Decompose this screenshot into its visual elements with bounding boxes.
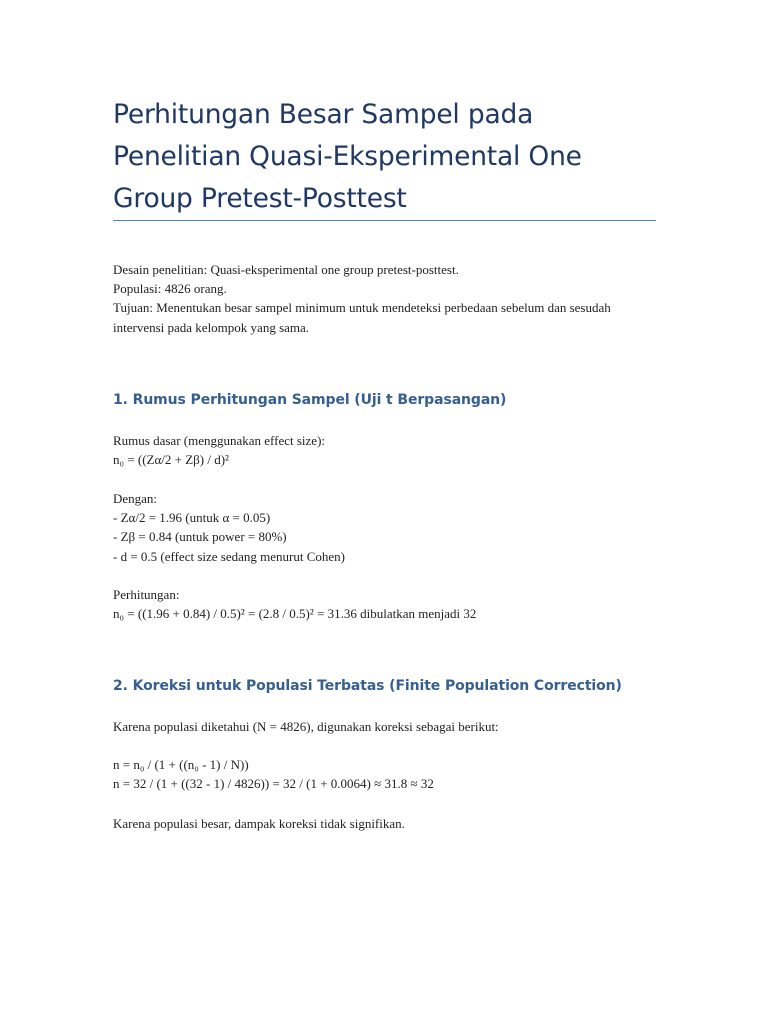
params-label: Dengan: [113,491,158,506]
param-z-beta: - Zβ = 0.84 (untuk power = 80%) [113,529,287,545]
section1-calc-block [113,585,656,623]
calc-result: n₀ = ((1.96 + 0.84) / 0.5)² = (2.8 / 0.5)² = 31.36 dibulatkan menjadi 32 [113,606,477,622]
document-title: Perhitungan Besar Sampel pada Penelitian Quasi-Eksperimental One Group Pretest-Posttest [113,99,582,214]
intro-population: Populasi: 4826 orang. [113,281,227,297]
param-effect-size: - d = 0.5 (effect size sedang menurut Cohen) [113,548,345,564]
section2-intro: Karena populasi diketahui (N = 4826), digunakan koreksi sebagai berikut: [113,719,499,734]
fpc-calc: n = 32 / (1 + ((32 - 1) / 4826)) = 32 / (1 + 0.0064) ≈ 31.8 ≈ 32 [113,776,434,792]
formula-intro: Rumus dasar (menggunakan effect size): [113,433,326,448]
section2-heading: 2. Koreksi untuk Populasi Terbatas (Finite Population Correction) [113,678,622,694]
param-z-alpha: - Zα/2 = 1.96 (untuk α = 0.05) [113,510,271,526]
section1-formula-block [113,431,656,469]
calc-label: Perhitungan: [113,587,180,602]
intro-goal: Tujuan: Menentukan besar sampel minimum untuk mendeteksi perbedaan sebelum dan sesudah intervensi pada kelompok yang sama. [113,300,611,335]
section1-params-block [113,489,656,566]
section2-formula-block [113,755,656,793]
formula-base: n₀ = ((Zα/2 + Zβ) / d)² [113,452,229,468]
title-underline [113,220,656,221]
intro-design: Desain penelitian: Quasi-eksperimental one group pretest-posttest. [113,262,459,277]
section2-conclusion: Karena populasi besar, dampak koreksi tidak signifikan. [113,816,405,831]
section1-heading: 1. Rumus Perhitungan Sampel (Uji t Berpasangan) [113,392,507,408]
fpc-formula: n = n₀ / (1 + ((n₀ - 1) / N)) [113,757,249,772]
intro-block [113,260,656,337]
